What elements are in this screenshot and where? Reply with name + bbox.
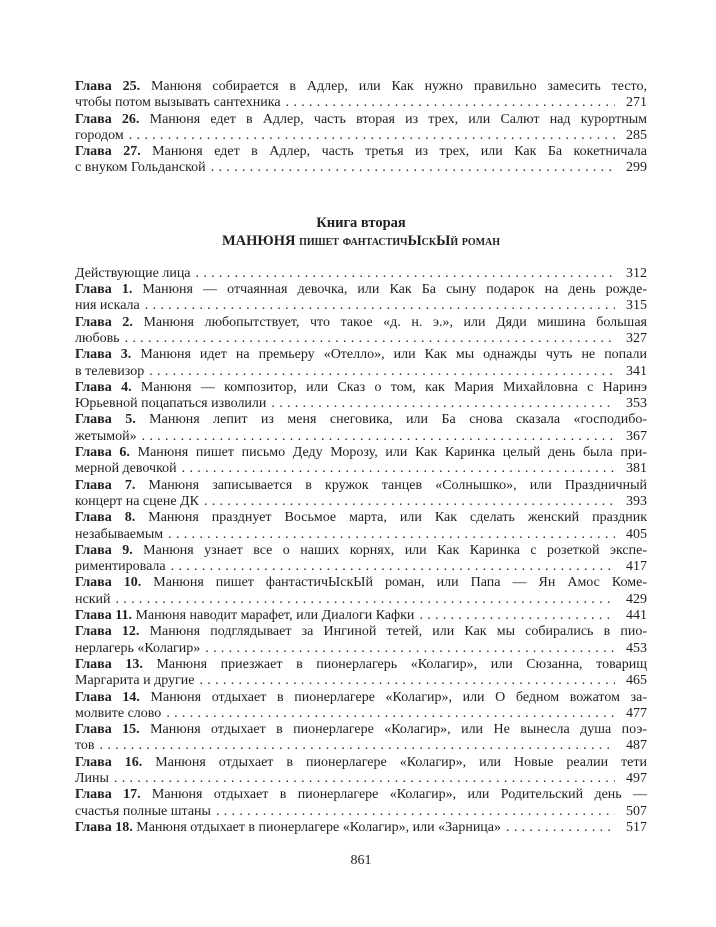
chapter-label: Глава 26.: [75, 111, 140, 127]
chapter-label: Глава 1.: [75, 282, 133, 298]
dot-leader: [114, 771, 615, 787]
toc-entry: [75, 347, 647, 380]
toc-entry-first-line: Глава 10. Манюня пишет фантастичЫскЫй роман, или Папа — Ян Амос Коме-: [75, 575, 647, 591]
toc-entry: [75, 755, 647, 788]
toc-entry: [75, 510, 647, 543]
toc-entry: [75, 575, 647, 608]
chapter-title-text: Глава 18. Манюня отдыхает в пионерлагере «Колагир», или «Зарница»: [75, 819, 502, 835]
toc-list-top: [75, 79, 647, 177]
toc-entry: [75, 722, 647, 755]
toc-entry: [75, 412, 647, 445]
toc-entry-first-line: Глава 6. Манюня пишет письмо Деду Морозу, или Как Каринка целый день была при-: [75, 445, 647, 461]
page-number: 299: [626, 160, 647, 176]
chapter-label: Глава 5.: [75, 412, 136, 428]
toc-entry-first-line: Глава 2. Манюня любопытствует, что такое «д. н. э.», или Дяди мишина большая: [75, 314, 647, 330]
toc-entry-first-line: Глава 14. Манюня отдыхает в пионерлагере «Колагир», или О бедном вожатом за-: [75, 689, 647, 705]
page-folio: 861: [350, 853, 372, 869]
toc-entry-first-line: Глава 12. Манюня подглядывает за Ингиной тетей, или Как мы собирались в пио-: [75, 624, 647, 640]
chapter-label: Глава 27.: [75, 144, 141, 160]
toc-entry-last-line: [75, 364, 647, 380]
toc-entry: [75, 820, 647, 836]
dot-leader: [216, 804, 615, 820]
dot-leader: [116, 592, 616, 608]
chapter-label: Глава 10.: [75, 575, 142, 591]
page-number: 312: [626, 265, 647, 281]
toc-entry-last-line: [75, 592, 647, 608]
toc-entry-first-line: Глава 17. Манюня отдыхает в пионерлагере «Колагир», или Родительский день —: [75, 787, 647, 803]
toc-entry: [75, 608, 647, 624]
dot-leader: [200, 673, 616, 689]
dot-leader: [211, 160, 615, 176]
toc-entry-first-line: Глава 8. Манюня празднует Восьмое марта, или Как сделать женский праздник: [75, 510, 647, 526]
section-book-title: Книга вторая: [316, 214, 406, 231]
toc-entry-last-line: [75, 527, 647, 543]
toc-entry-last-line: [75, 820, 647, 836]
chapter-label: Глава 13.: [75, 656, 143, 672]
dot-leader: [166, 706, 615, 722]
toc-entry-last-line: [75, 738, 647, 754]
toc-entry-last-line: [75, 396, 647, 412]
chapter-title-text: тов: [75, 738, 95, 754]
page-number: 477: [626, 705, 647, 721]
toc-entry-first-line: Глава 26. Манюня едет в Адлер, часть вторая из трех, или Салют над курортным: [75, 111, 647, 127]
toc-entry-last-line: [75, 95, 647, 111]
toc-entry-first-line: Глава 1. Манюня — отчаянная девочка, или Как Ба сыну подарок на день рожде-: [75, 282, 648, 298]
chapter-title-text: концерт на сцене ДК: [75, 493, 199, 509]
toc-entry: [75, 787, 647, 820]
chapter-title-text: Действующие лица: [75, 265, 191, 281]
chapter-label: Глава 15.: [75, 722, 140, 738]
page-number: 417: [626, 559, 647, 575]
chapter-label: Глава 17.: [75, 787, 141, 803]
toc-entry-last-line: [75, 331, 647, 347]
toc-entry-first-line: Глава 5. Манюня лепит из меня снеговика, или Ба снова сказала «господибо-: [75, 412, 647, 428]
toc-entry-first-line: Глава 13. Манюня приезжает в пионерлагерь «Колагир», или Сюзанна, товарищ: [75, 656, 647, 672]
toc-entry-last-line: [75, 494, 647, 510]
toc-entry: [75, 112, 647, 145]
chapter-label: Глава 14.: [75, 689, 140, 705]
dot-leader: [286, 95, 615, 111]
toc-entry-first-line: Глава 9. Манюня узнает все о наших корнях, или Как Каринка с розеткой экспе-: [75, 542, 647, 558]
chapter-title-text: городом: [75, 127, 124, 143]
chapter-title-text: незабываемым: [75, 526, 164, 542]
chapter-title-text: счастья полные штаны: [75, 803, 211, 819]
chapter-label: Глава 18.: [75, 819, 133, 835]
chapter-title-text: нерлагерь «Колагир»: [75, 640, 201, 656]
toc-entry: [75, 657, 647, 690]
dot-leader: [142, 429, 615, 445]
toc-entry: [75, 266, 647, 282]
chapter-label: Глава 3.: [75, 347, 132, 363]
chapter-label: Глава 9.: [75, 542, 133, 558]
chapter-title-text: Юрьевной поцапаться изволили: [75, 396, 267, 412]
dot-leader: [100, 738, 615, 754]
page-number: 353: [626, 396, 647, 412]
toc-entry-first-line: Глава 4. Манюня — композитор, или Сказ о том, как Мария Михайловна с Наринэ: [75, 379, 648, 395]
page-number: 393: [626, 493, 647, 509]
toc-entry-last-line: [75, 461, 647, 477]
toc-entry-first-line: Глава 15. Манюня отдыхает в пионерлагере «Колагир», или Не вынесла душа поэ-: [75, 722, 647, 738]
chapter-title-text: Глава 11. Манюня наводит марафет, или Диалоги Кафки: [75, 608, 415, 624]
toc-entry-last-line: [75, 771, 647, 787]
chapter-title-text: Маргарита и другие: [75, 673, 195, 689]
toc-list-book2: [75, 266, 647, 836]
dot-leader: [125, 331, 615, 347]
page-number: 285: [626, 127, 647, 143]
chapter-title-text: любовь: [75, 330, 120, 346]
chapter-title-text: риментировала: [75, 559, 166, 575]
chapter-label: Глава 7.: [75, 477, 136, 493]
toc-entry-last-line: [75, 128, 647, 144]
page-number: 487: [626, 738, 647, 754]
dot-leader: [271, 396, 615, 412]
page-content: [75, 79, 647, 869]
toc-entry: [75, 380, 647, 413]
toc-entry-last-line: [75, 706, 647, 722]
chapter-label: Глава 12.: [75, 624, 140, 640]
chapter-label: Глава 6.: [75, 445, 130, 461]
chapter-label: Глава 11.: [75, 608, 132, 624]
chapter-title-text: с внуком Гольданской: [75, 160, 206, 176]
dot-leader: [168, 527, 615, 543]
toc-entry: [75, 144, 647, 177]
chapter-label: Глава 25.: [75, 79, 141, 94]
dot-leader: [419, 608, 615, 624]
dot-leader: [204, 494, 615, 510]
toc-entry-last-line: [75, 266, 647, 282]
chapter-title-text: жетымой»: [75, 428, 137, 444]
toc-entry: [75, 478, 647, 511]
dot-leader: [205, 641, 615, 657]
dot-leader: [171, 559, 615, 575]
chapter-label: Глава 8.: [75, 510, 136, 526]
page-number: 367: [626, 428, 647, 444]
page-number: 453: [626, 640, 647, 656]
page-number: 341: [626, 363, 647, 379]
toc-entry-first-line: Глава 16. Манюня отдыхает в пионерлагере «Колагир», или Новые реалии тети: [75, 754, 648, 770]
toc-entry: [75, 690, 647, 723]
toc-entry-last-line: [75, 429, 647, 445]
chapter-title-text: Лины: [75, 770, 109, 786]
page-number: 271: [626, 95, 647, 111]
dot-leader: [196, 266, 615, 282]
page-number: 405: [626, 526, 647, 542]
toc-entry: [75, 315, 647, 348]
toc-entry-first-line: Глава 3. Манюня идет на премьеру «Отелло», или Как мы однажды чуть не попали: [75, 347, 647, 363]
toc-entry-first-line: Глава 7. Манюня записывается в кружок танцев «Солнышко», или Праздничный: [75, 477, 647, 493]
chapter-label: Глава 2.: [75, 314, 133, 330]
toc-entry: [75, 282, 647, 315]
dot-leader: [149, 364, 615, 380]
toc-entry-last-line: [75, 673, 647, 689]
page-number: 465: [626, 673, 647, 689]
dot-leader: [506, 820, 615, 836]
page-number: 429: [626, 591, 647, 607]
chapter-title-text: нский: [75, 591, 111, 607]
toc-entry-first-line: Глава 27. Манюня едет в Адлер, часть третья из трех, или Как Ба кокетничала: [75, 144, 647, 160]
chapter-label: Глава 4.: [75, 379, 132, 395]
section-heading: [75, 214, 647, 250]
chapter-title-text: в телевизор: [75, 363, 145, 379]
toc-entry-last-line: [75, 298, 647, 314]
page-number: 517: [626, 819, 647, 835]
toc-entry: [75, 543, 647, 576]
page-number: 315: [626, 298, 647, 314]
chapter-title-text: молвите слово: [75, 705, 162, 721]
toc-entry-last-line: [75, 160, 647, 176]
chapter-title-text: ния искала: [75, 298, 140, 314]
chapter-label: Глава 16.: [75, 754, 143, 770]
page-number: 497: [626, 770, 647, 786]
toc-entry-last-line: [75, 804, 647, 820]
toc-entry: [75, 445, 647, 478]
page-number: 507: [626, 803, 647, 819]
toc-entry-last-line: [75, 608, 647, 624]
chapter-title-text: мерной девочкой: [75, 461, 177, 477]
page-number: 327: [626, 330, 647, 346]
toc-entry: [75, 79, 647, 112]
toc-entry-last-line: [75, 641, 647, 657]
dot-leader: [182, 461, 615, 477]
dot-leader: [129, 128, 615, 144]
dot-leader: [145, 298, 615, 314]
toc-entry-first-line: Глава 25. Манюня собирается в Адлер, или Как нужно правильно замесить тесто,: [75, 79, 647, 94]
page-number: 441: [626, 608, 647, 624]
toc-entry: [75, 624, 647, 657]
page-number: 381: [626, 461, 647, 477]
section-subtitle: МАНЮНЯ пишет фантастичЫскЫй роман: [221, 232, 501, 249]
chapter-title-text: чтобы потом вызывать сантехника: [75, 95, 281, 111]
toc-entry-last-line: [75, 559, 647, 575]
